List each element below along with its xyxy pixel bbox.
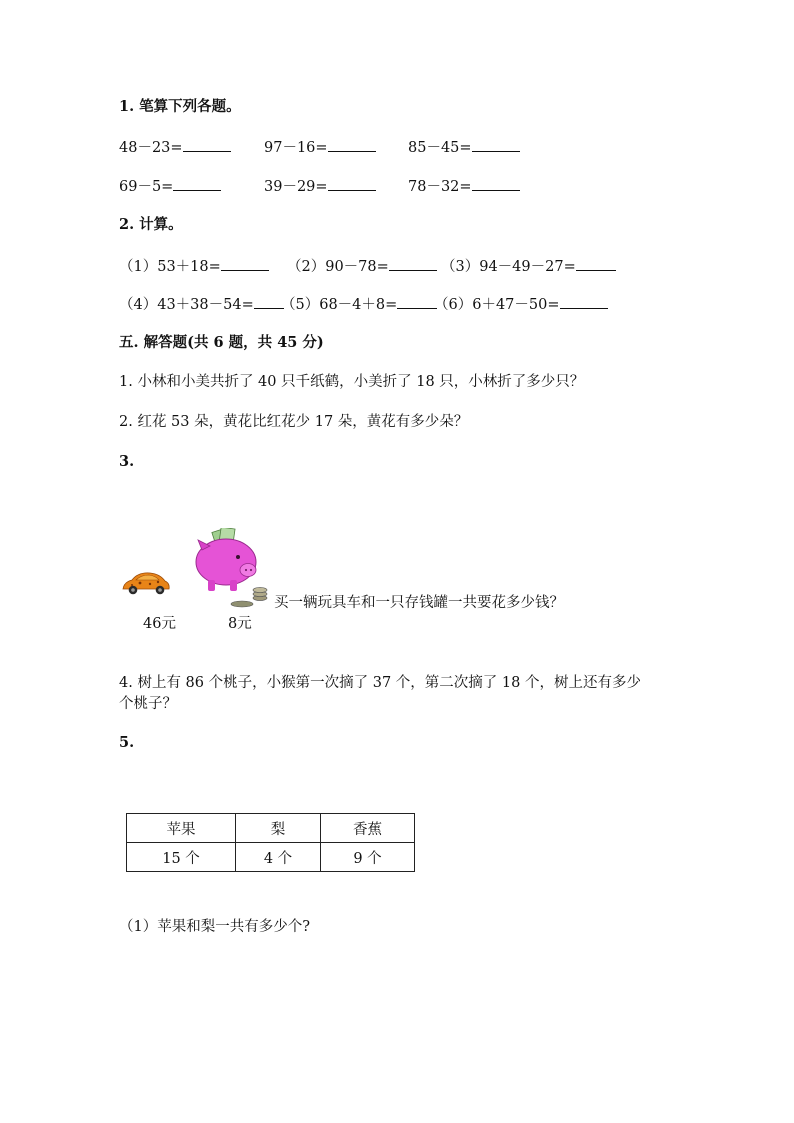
question-1: 1. 小林和小美共折了 40 只千纸鹤，小美折了 18 只，小林折了多少只？	[119, 374, 585, 390]
answer-blank[interactable]	[560, 294, 608, 309]
answer-blank[interactable]	[221, 256, 269, 271]
answer-blank[interactable]	[254, 294, 284, 309]
table-cell: 4 个	[236, 843, 321, 872]
question-4-line2: 个桃子？	[119, 696, 177, 712]
question-4-line1: 4. 树上有 86 个桃子，小猴第一次摘了 37 个，第二次摘了 18 个，树上还有多少	[119, 675, 641, 691]
written-calc-item: 78－32=	[408, 176, 520, 197]
piggy-bank-image	[190, 528, 272, 610]
answer-blank[interactable]	[328, 137, 376, 152]
answer-blank[interactable]	[576, 256, 616, 271]
table-header-cell: 梨	[236, 814, 321, 843]
question-3-text: 买一辆玩具车和一只存钱罐一共要花多少钱？	[274, 595, 564, 611]
calc-item: （5）68－4＋8=	[281, 294, 437, 315]
table-cell: 9 个	[321, 843, 415, 872]
answer-blank[interactable]	[389, 256, 437, 271]
answer-blank[interactable]	[183, 137, 231, 152]
written-calc-item: 85－45=	[408, 137, 520, 158]
question-5-sub1: （1）苹果和梨一共有多少个?	[119, 919, 310, 935]
calc-item: （1）53＋18=	[119, 256, 269, 277]
toy-car-image	[120, 569, 172, 599]
table-cell: 15 个	[127, 843, 236, 872]
answer-blank[interactable]	[397, 294, 437, 309]
written-calc-item: 39－29=	[264, 176, 376, 197]
written-calc-title: 1. 笔算下列各题。	[119, 98, 241, 115]
answer-blank[interactable]	[328, 176, 376, 191]
answer-blank[interactable]	[173, 176, 221, 191]
calc-item: （2）90－78=	[287, 256, 437, 277]
calc-item: （6）6＋47－50=	[434, 294, 608, 315]
table-header-cell: 香蕉	[321, 814, 415, 843]
calc-item: （3）94－49－27=	[441, 256, 616, 277]
table-row	[127, 843, 415, 872]
written-calc-item: 97－16=	[264, 137, 376, 158]
written-calc-item: 69－5=	[119, 176, 221, 197]
question-5-number: 5.	[119, 734, 135, 751]
written-calc-item: 48－23=	[119, 137, 231, 158]
section-heading: 五. 解答题(共 6 题，共 45 分)	[119, 334, 324, 351]
question-2: 2. 红花 53 朵，黄花比红花少 17 朵，黄花有多少朵？	[119, 414, 469, 430]
calc-title: 2. 计算。	[119, 216, 183, 233]
question-3-number: 3.	[119, 453, 135, 470]
table-header-cell: 苹果	[127, 814, 236, 843]
piggy-bank-price-label: 8元	[228, 616, 252, 632]
calc-item: （4）43＋38－54=	[119, 294, 284, 315]
table-header-row	[127, 814, 415, 843]
car-price-label: 46元	[143, 616, 176, 632]
answer-blank[interactable]	[472, 137, 520, 152]
fruit-count-table	[126, 813, 415, 872]
answer-blank[interactable]	[472, 176, 520, 191]
